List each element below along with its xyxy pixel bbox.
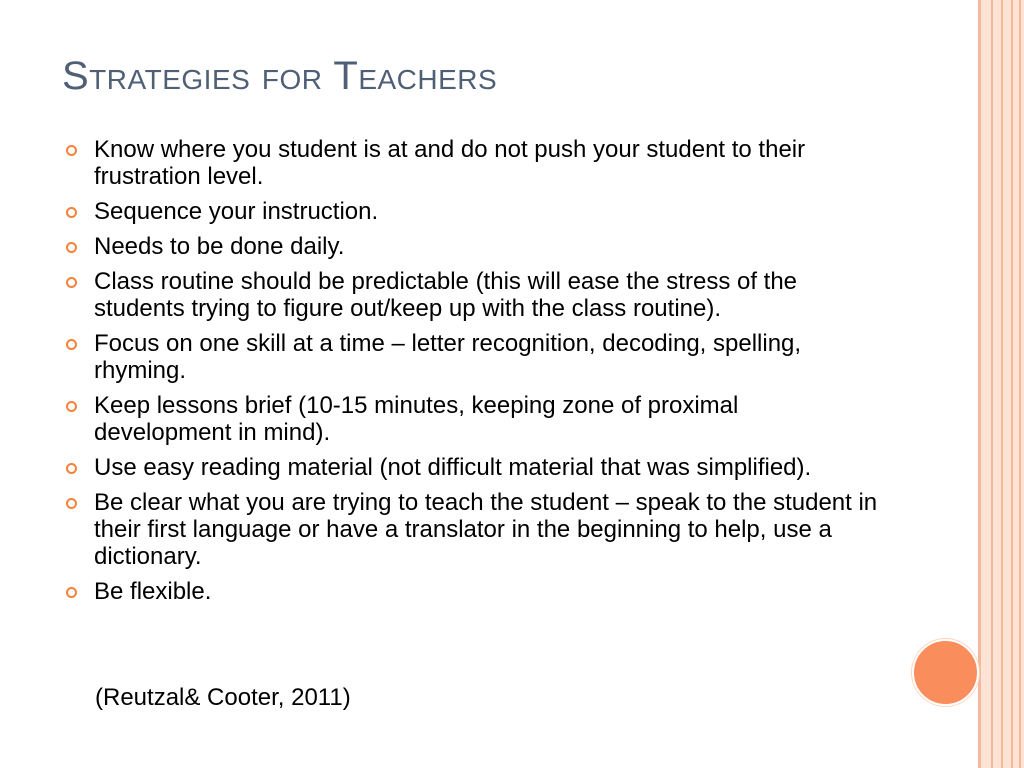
bullet-item	[62, 454, 882, 481]
bullet-circle-icon	[66, 339, 77, 350]
citation: (Reutzal& Cooter, 2011)	[95, 684, 351, 711]
bullet-circle-icon	[66, 463, 77, 474]
bullet-item	[62, 489, 882, 570]
bullet-circle-icon	[66, 401, 77, 412]
bullet-item	[62, 233, 882, 260]
bullet-item	[62, 198, 882, 225]
slide-title: Strategies for Teachers	[62, 54, 498, 98]
bullet-item	[62, 392, 882, 446]
decorative-stripes	[978, 0, 1024, 768]
decorative-circle	[912, 639, 979, 706]
bullet-item	[62, 136, 882, 190]
stripe-line	[1019, 0, 1021, 768]
bullet-text: Keep lessons brief (10-15 minutes, keeping zone of proximal development in mind).	[94, 392, 739, 446]
bullet-circle-icon	[66, 207, 77, 218]
bullet-circle-icon	[66, 498, 77, 509]
bullet-text: Focus on one skill at a time – letter recognition, decoding, spelling, rhyming.	[94, 330, 802, 384]
bullet-circle-icon	[66, 587, 77, 598]
bullet-text: Be flexible.	[94, 578, 212, 605]
bullet-list	[62, 136, 882, 613]
bullet-item	[62, 330, 882, 384]
bullet-circle-icon	[66, 145, 77, 156]
bullet-text: Be clear what you are trying to teach the student – speak to the student in their first language or have a translator in the beginning to help, use a dictionary.	[94, 489, 878, 570]
bullet-circle-icon	[66, 242, 77, 253]
stripe-line	[1001, 0, 1003, 768]
bullet-text: Use easy reading material (not difficult material that was simplified).	[94, 454, 812, 481]
bullet-text: Sequence your instruction.	[94, 198, 379, 225]
bullet-item	[62, 268, 882, 322]
stripe-line	[978, 0, 981, 768]
bullet-text: Needs to be done daily.	[94, 233, 345, 260]
stripe-line	[1011, 0, 1013, 768]
bullet-text: Know where you student is at and do not push your student to their frustration level.	[94, 136, 806, 190]
bullet-circle-icon	[66, 277, 77, 288]
bullet-item	[62, 578, 882, 605]
stripe-line	[991, 0, 993, 768]
bullet-text: Class routine should be predictable (this will ease the stress of the students trying to figure out/keep up with the class routine).	[94, 268, 798, 322]
